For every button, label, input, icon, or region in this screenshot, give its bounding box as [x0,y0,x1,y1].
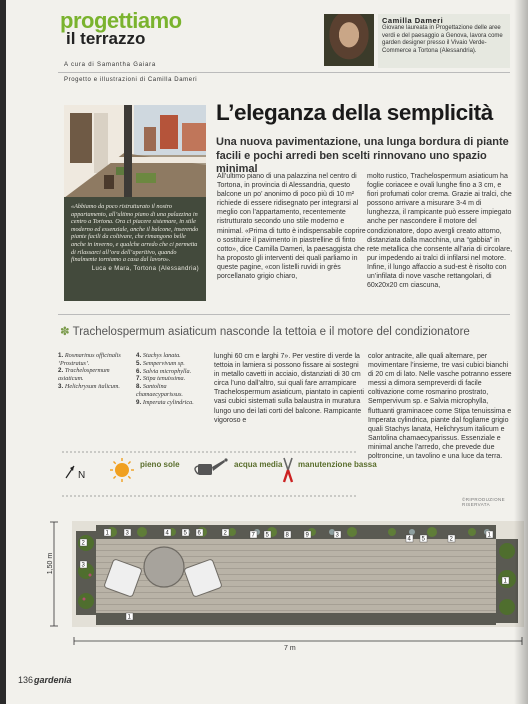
svg-text:5: 5 [183,530,187,537]
plan-marker [126,613,133,621]
plan-marker [334,531,341,539]
reader-quote-text: «Abbiamo da poco ristrutturato il nostro appartamento, all’ultimo piano di una palazzina in centro a Tortona. Ora ci piacere sistemare, in stile moderno ed essenziale, anche il balcone, inserendo piante facili da coltivare, che rimangono belle anche in inverno, e qualche arredo che ci permetta di rilassarci all’ora dell’aperitivo, quando finalmente torniamo a casa dal lavoro». [71,203,199,264]
svg-text:3: 3 [125,530,129,537]
sun-icon [110,458,134,482]
legend-item: 5. Sempervivum sp. [136,359,185,367]
plan-marker [124,529,131,537]
water-label [234,460,283,469]
body-column-2: molto rustico, Trachelospermum asiaticum ha foglie coriacee e ovali lunghe fino a 3 cm, e fiori profumati color crema. Grazie ai tralci, che possono arrivare a misurare 3-4 m di lunghezza, il rampicante può essere impiegato anche per nascondere il motore del condizionatore, dopo avergli creato attorno, distanziata dalla macchina, una “gabbia” in rete metallica che consente all’aria di circolare, pur impedendo ai tralci di infilarsi nel motore. Infine, il lungo affaccio a sud-est è risolto con un’infilata di nove vasche rettangolari, di 60x20x20 cm ciascuna, [367,173,513,290]
width-label: 7 m [284,645,296,652]
svg-text:1: 1 [105,530,109,537]
svg-text:3: 3 [81,562,85,569]
legend-item: 7. Stipa tenuissima. [136,375,186,383]
copyright-note: ©RIPRODUZIONE RISERVATA [462,497,506,507]
north-label: N [78,470,86,481]
svg-text:3: 3 [335,532,339,539]
curated-by: A cura di Samantha Gaiara [64,62,157,68]
legend-item: 2. Trachelospermum asiaticum. [58,367,110,382]
watering-can-icon [195,458,228,475]
plant-legend-right [136,352,214,406]
plan-marker [420,535,427,543]
plan-marker [80,561,87,569]
height-label: 1,50 m [47,552,55,575]
legend-item: 4. Stachys lanata. [136,352,181,359]
legend-item: 1. Rosmarinus officinalis ‘Prostratus’. [58,352,121,367]
svg-text:5: 5 [265,532,269,539]
maintenance-label-text: manutenzione bassa [298,460,377,469]
plan-marker [284,531,291,539]
reader-quote-signature: Luca e Mara, Tortona (Alessandria) [91,265,199,272]
svg-text:6: 6 [197,530,201,537]
body-column-4: color antracite, alle quali alternare, per movimentare l’insieme, tre vasi cubici bianchi di 20 cm di lato. Nelle vasche potranno essere messi a dimora sempreverdi di facile coltivazione come rosmarino prostrato, Sempervivum sp. e Salvia microphylla, fluttuanti graminacee come Stipa tenuissima e Imperata cylindrica, piante dal fogliame grigio quali Stachys lanata, Helichrysum italicum e Santolina chamaecyparissus. Essenziale e minimal anche l’arredo, che prevede due poltroncine, un tavolino e una luce da terra. [368,353,512,461]
care-icons [58,450,377,498]
svg-text:9: 9 [305,532,309,539]
svg-text:1: 1 [127,614,131,621]
credits: Progetto e illustrazioni di Camilla Dameri [64,77,198,83]
plan-marker [502,577,509,585]
plan-marker [406,535,413,543]
legend-item: 3. Helichrysum italicum. [58,382,120,390]
svg-text:1: 1 [503,578,507,585]
brand-line2: il terrazzo [66,29,146,48]
legend-item: 8. Santolina chamaecyparissus. [136,383,183,398]
brand-line1: progettiamo [60,8,182,33]
svg-text:2: 2 [223,530,227,537]
plan-marker [104,529,111,537]
author-photo [324,14,374,66]
sun-label-text: pieno sole [140,460,180,469]
section-divider [58,314,510,315]
plan-marker [448,535,455,543]
svg-text:4: 4 [407,536,411,543]
magazine-name: gardenia [34,675,72,685]
plant-legend-left [58,352,132,391]
plan-marker [182,529,189,537]
svg-text:5: 5 [421,536,425,543]
legend-item: 6. Salvia microphylla. [136,367,192,375]
plan-marker [264,531,271,539]
page-number: 136 [18,675,34,685]
flower-bullet-icon: ✽ [60,326,73,338]
plan-marker [486,531,493,539]
header-divider [58,72,510,73]
balcony-photo [64,105,206,198]
balcony-plan-drawing [72,521,524,627]
width-dimension [72,636,524,648]
care-strip [58,450,377,498]
svg-text:2: 2 [449,536,453,543]
article-standfirst: Una nuova pavimentazione, una lunga bordura di piante facili e pochi arredi ben scelti rinnovano uno spazio minimal [216,136,509,175]
section-title [60,324,470,338]
author-bio: Giovane laureata in Progettazione delle aree verdi e del paesaggio a Genova, lavora come garden designer presso il Vivaio Verde-Commerce a Tortona (Alessandria). [382,25,503,54]
plan-marker [80,539,87,547]
svg-text:1: 1 [487,532,491,539]
plan-marker [304,531,311,539]
plan-marker [196,529,203,537]
sun-label [140,460,180,469]
north-arrow-icon [66,466,74,478]
article-headline: L’eleganza della semplicità [216,100,493,125]
maintenance-label [298,460,377,469]
body-column-1: All’ultimo piano di una palazzina nel centro di Tortona, in provincia di Alessandria, questo balcone un po’ anonimo di poco più di 10 m² richiede di essere ridisegnato per integrarsi al meglio con l’appartamento, recentemente ristrutturato secondo uno stile moderno e minimal. «Prima di tutto è indispensabile coprire o sostituire il pavimento in piastrelline di finto cotto», dice Camilla Dameri, la paesaggista che ha proposto gli interventi dei quali parliamo in queste pagine, «con listelli ruvidi in grès porcellanato grigio chiaro, [217,173,366,281]
balcony-photo-illustration [64,105,206,198]
svg-text:7: 7 [251,532,255,539]
svg-text:2: 2 [81,540,85,547]
reader-quote [64,197,206,301]
plan-marker [250,531,257,539]
pruning-shears-icon [284,458,292,482]
author-box [378,14,510,68]
svg-text:4: 4 [165,530,169,537]
balcony-plan [72,521,524,627]
svg-text:8: 8 [285,532,289,539]
author-name: Camilla Dameri [382,16,444,25]
plan-marker [164,529,171,537]
magazine-page [6,0,528,704]
body-column-3: lunghi 60 cm e larghi 7». Per vestire di verde la tettoia in lamiera si possono fissare ai sostegni in metallo cavetti in acciaio, distanziati di 30 cm circa l’uno dall’altro, sui quali fare arrampicare Trachelospermum asiaticum, piantato in capienti vasi cubici sistemati sulla balaustra in muratura lungo uno dei lati corti del balcone. Rampicante vigoroso e [214,353,364,424]
plan-marker [222,529,229,537]
water-label-text: acqua media [234,460,283,469]
section-title-text: Trachelospermum asiaticum nasconde la tettoia e il motore del condizionatore [72,326,470,338]
legend-item: 9. Imperata cylindrica. [136,398,194,406]
